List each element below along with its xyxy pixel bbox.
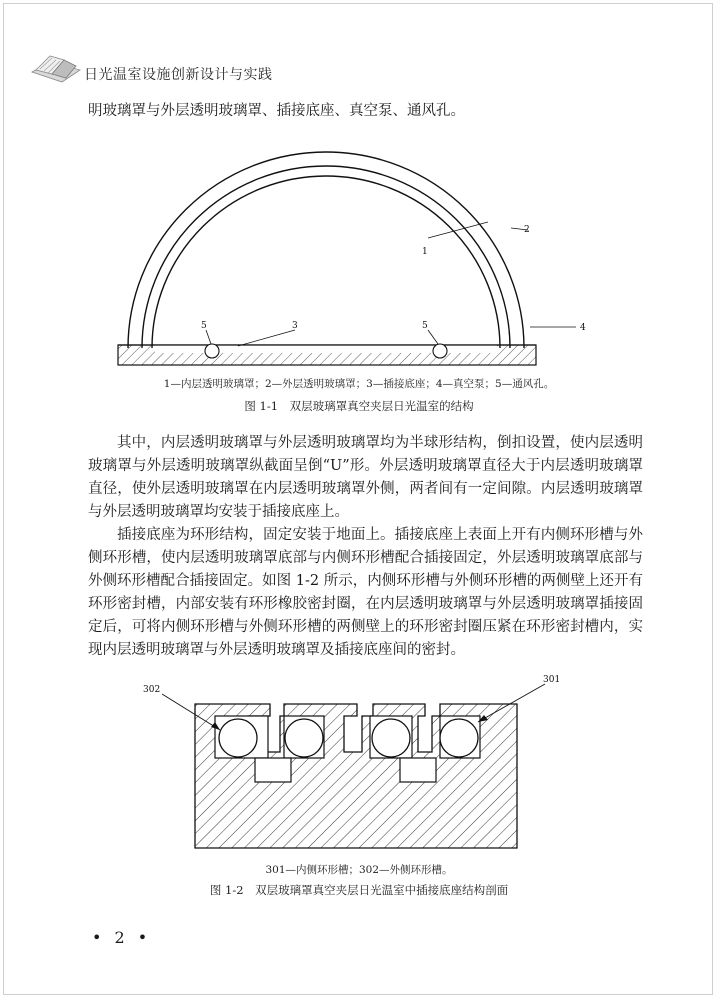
body-paragraph-2: 插接底座为环形结构，固定安装于地面上。插接底座上表面上开有内侧环形槽与外侧环形槽，使内层透明玻璃罩底部与内侧环形槽配合插接固定，外层透明玻璃罩底部与外侧环形槽配合插接固定。如图 1-2 所示，内侧环形槽与外侧环形槽的两侧壁上还开有环形密封槽，内部安装有环形橡胶密封圈，在内层透明玻璃罩与外层透明玻璃罩插接固定后，可将内侧环形槽与外侧环形槽的两侧壁上的环形密封圈压紧在环形密封槽内，实现内层透明玻璃罩与外层透明玻璃罩及插接底座间的密封。 (88, 527, 643, 658)
figure-1-1-diagram (0, 140, 718, 380)
page-number: • 2 • (92, 928, 152, 947)
figure-1-2 (0, 672, 718, 902)
figure-1-2-caption: 图 1-2 双层玻璃罩真空夹层日光温室中插接底座结构剖面 (209, 883, 509, 897)
label-3: 3 (292, 321, 298, 331)
label-1: 1 (422, 247, 428, 257)
label-5-right: 5 (422, 321, 428, 331)
label-5-left: 5 (201, 321, 207, 331)
figure-1-2-diagram (0, 672, 718, 854)
running-header (30, 50, 690, 86)
center-groove-left (255, 758, 291, 782)
label-302: 302 (143, 685, 161, 695)
vent-hole-right (433, 344, 447, 358)
running-header-title: 日光温室设施创新设计与实践 (84, 67, 273, 83)
figure-1-1-caption: 图 1-1 双层玻璃罩真空夹层日光温室的结构 (244, 399, 474, 413)
seal-ring-4 (440, 719, 478, 757)
seal-ring-1 (219, 719, 257, 757)
book-logo-icon (30, 50, 82, 86)
outer-dome-inner-edge (142, 166, 510, 348)
intro-line: 明玻璃罩与外层透明玻璃罩、插接底座、真空泵、通风孔。 (88, 103, 465, 119)
seal-ring-3 (372, 719, 410, 757)
outer-dome-outer-edge (128, 152, 524, 348)
figure-1-1 (0, 140, 718, 420)
center-groove-right (400, 758, 436, 782)
seal-ring-2 (285, 719, 323, 757)
figure-1-1-legend: 1—内层透明玻璃罩；2—外层透明玻璃罩；3—插接底座；4—真空泵；5—通风孔。 (163, 378, 555, 390)
label-2: 2 (524, 225, 530, 235)
label-4: 4 (580, 323, 586, 333)
body-paragraph-1: 其中，内层透明玻璃罩与外层透明玻璃罩均为半球形结构，倒扣设置，使内层透明玻璃罩与外层透明玻璃罩纵截面呈倒“U”形。外层透明玻璃罩直径大于内层透明玻璃罩直径，使外层透明玻璃罩在内层透明玻璃罩外侧，两者间有一定间隙。内层透明玻璃罩与外层透明玻璃罩均安装于插接底座上。 (88, 435, 643, 520)
figure-1-2-legend: 301—内侧环形槽；302—外侧环形槽。 (265, 864, 453, 876)
label-301: 301 (543, 675, 561, 685)
vent-hole-left (205, 344, 219, 358)
